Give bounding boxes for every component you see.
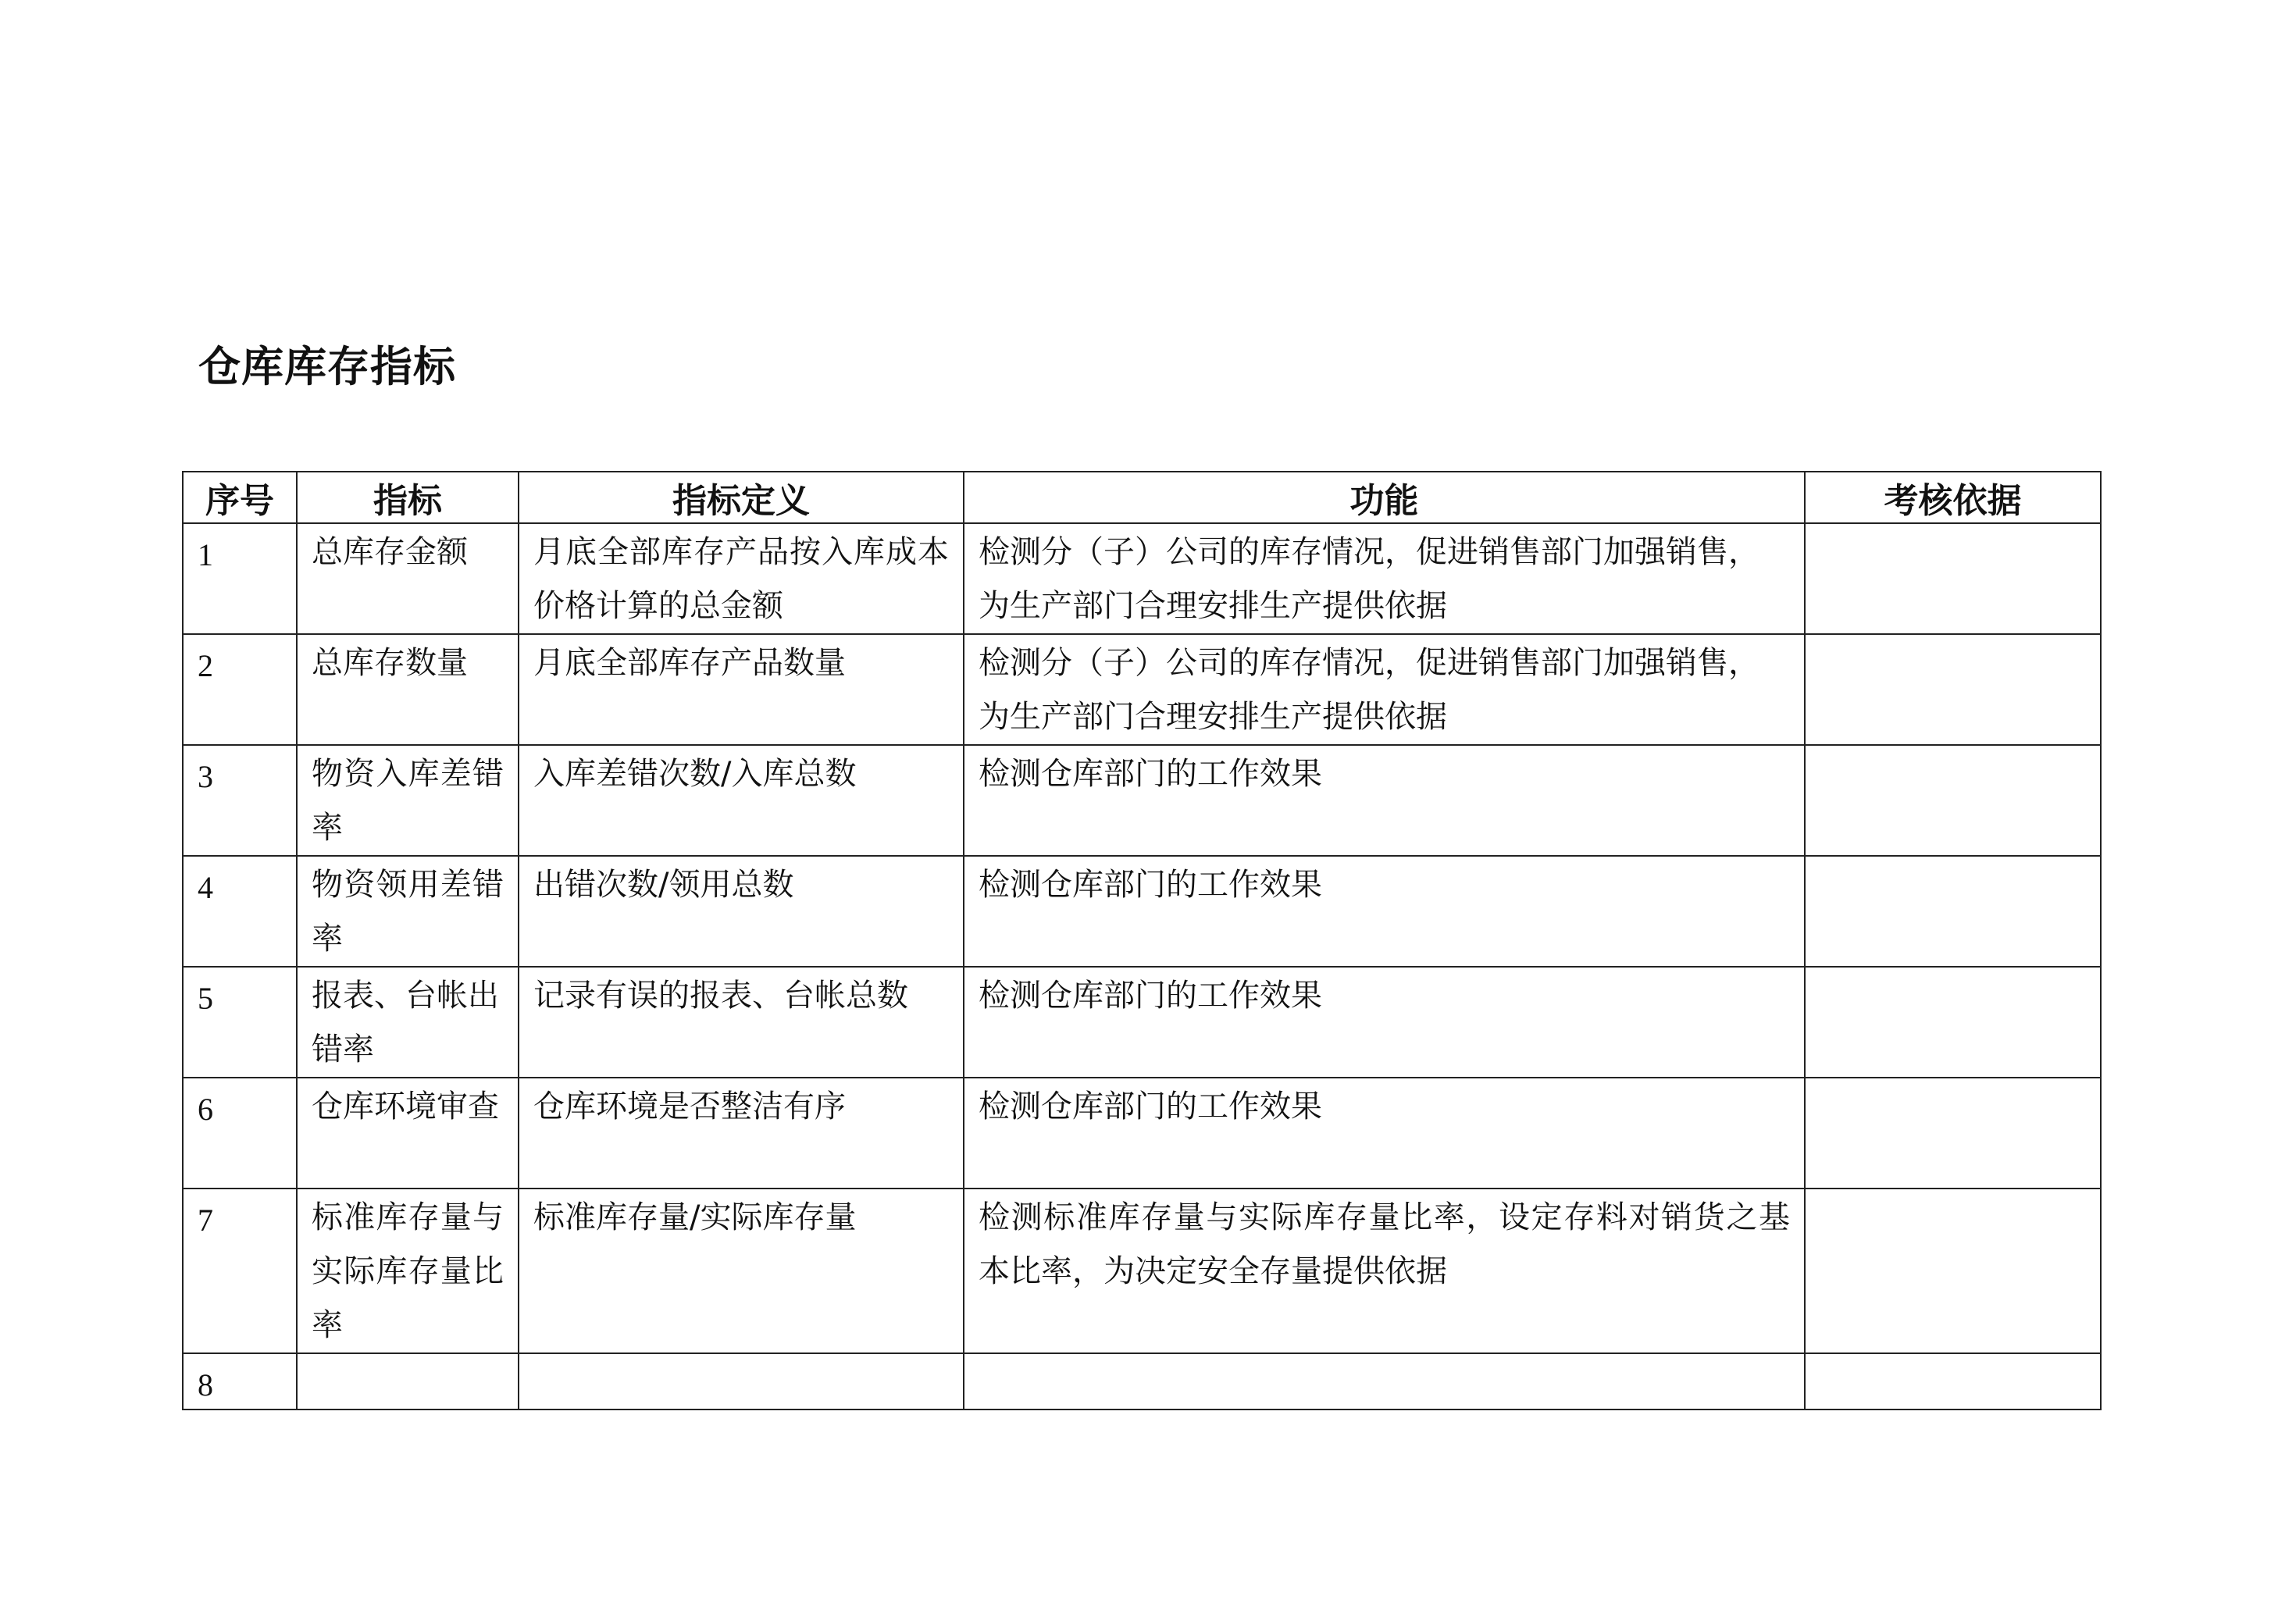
cell-basis xyxy=(1805,1078,2101,1189)
cell-indicator: 仓库环境审查 xyxy=(297,1078,519,1189)
table-row xyxy=(183,634,2101,745)
cell-definition: 入库差错次数/入库总数 xyxy=(519,745,964,856)
cell-definition xyxy=(519,1353,964,1410)
cell-basis xyxy=(1805,856,2101,967)
page-title: 仓库库存指标 xyxy=(198,342,456,391)
cell-function: 检测仓库部门的工作效果 xyxy=(964,967,1805,1078)
header-basis: 考核依据 xyxy=(1805,472,2101,523)
cell-definition: 月底全部库存产品按入库成本价格计算的总金额 xyxy=(519,523,964,634)
cell-function: 检测仓库部门的工作效果 xyxy=(964,745,1805,856)
cell-no: 2 xyxy=(183,634,297,745)
table-row xyxy=(183,523,2101,634)
cell-function: 检测标准库存量与实际库存量比率，设定存料对销货之基本比率，为决定安全存量提供依据 xyxy=(964,1189,1805,1353)
cell-definition: 标准库存量/实际库存量 xyxy=(519,1189,964,1353)
table-row xyxy=(183,1353,2101,1410)
cell-no: 7 xyxy=(183,1189,297,1353)
cell-indicator: 总库存数量 xyxy=(297,634,519,745)
cell-no: 8 xyxy=(183,1353,297,1410)
table-row xyxy=(183,1078,2101,1189)
cell-indicator xyxy=(297,1353,519,1410)
cell-function: 检测分（子）公司的库存情况，促进销售部门加强销售，为生产部门合理安排生产提供依据 xyxy=(964,634,1805,745)
cell-definition: 仓库环境是否整洁有序 xyxy=(519,1078,964,1189)
header-definition: 指标定义 xyxy=(519,472,964,523)
cell-basis xyxy=(1805,745,2101,856)
cell-indicator: 标准库存量与实际库存量比率 xyxy=(297,1189,519,1353)
cell-definition: 出错次数/领用总数 xyxy=(519,856,964,967)
header-indicator: 指标 xyxy=(297,472,519,523)
cell-function: 检测仓库部门的工作效果 xyxy=(964,1078,1805,1189)
kpi-table xyxy=(182,471,2102,1410)
cell-function: 检测仓库部门的工作效果 xyxy=(964,856,1805,967)
cell-basis xyxy=(1805,523,2101,634)
cell-indicator: 物资领用差错率 xyxy=(297,856,519,967)
table-header-row xyxy=(183,472,2101,523)
table-row xyxy=(183,745,2101,856)
cell-basis xyxy=(1805,1353,2101,1410)
cell-indicator: 报表、台帐出错率 xyxy=(297,967,519,1078)
header-function: 功能 xyxy=(964,472,1805,523)
header-no: 序号 xyxy=(183,472,297,523)
cell-basis xyxy=(1805,634,2101,745)
table-row xyxy=(183,856,2101,967)
cell-indicator: 物资入库差错率 xyxy=(297,745,519,856)
cell-basis xyxy=(1805,1189,2101,1353)
cell-basis xyxy=(1805,967,2101,1078)
cell-no: 4 xyxy=(183,856,297,967)
cell-function xyxy=(964,1353,1805,1410)
cell-definition: 记录有误的报表、台帐总数 xyxy=(519,967,964,1078)
cell-definition: 月底全部库存产品数量 xyxy=(519,634,964,745)
table-row xyxy=(183,1189,2101,1353)
cell-function: 检测分（子）公司的库存情况，促进销售部门加强销售，为生产部门合理安排生产提供依据 xyxy=(964,523,1805,634)
table-row xyxy=(183,967,2101,1078)
cell-no: 1 xyxy=(183,523,297,634)
cell-no: 5 xyxy=(183,967,297,1078)
cell-indicator: 总库存金额 xyxy=(297,523,519,634)
cell-no: 6 xyxy=(183,1078,297,1189)
cell-no: 3 xyxy=(183,745,297,856)
